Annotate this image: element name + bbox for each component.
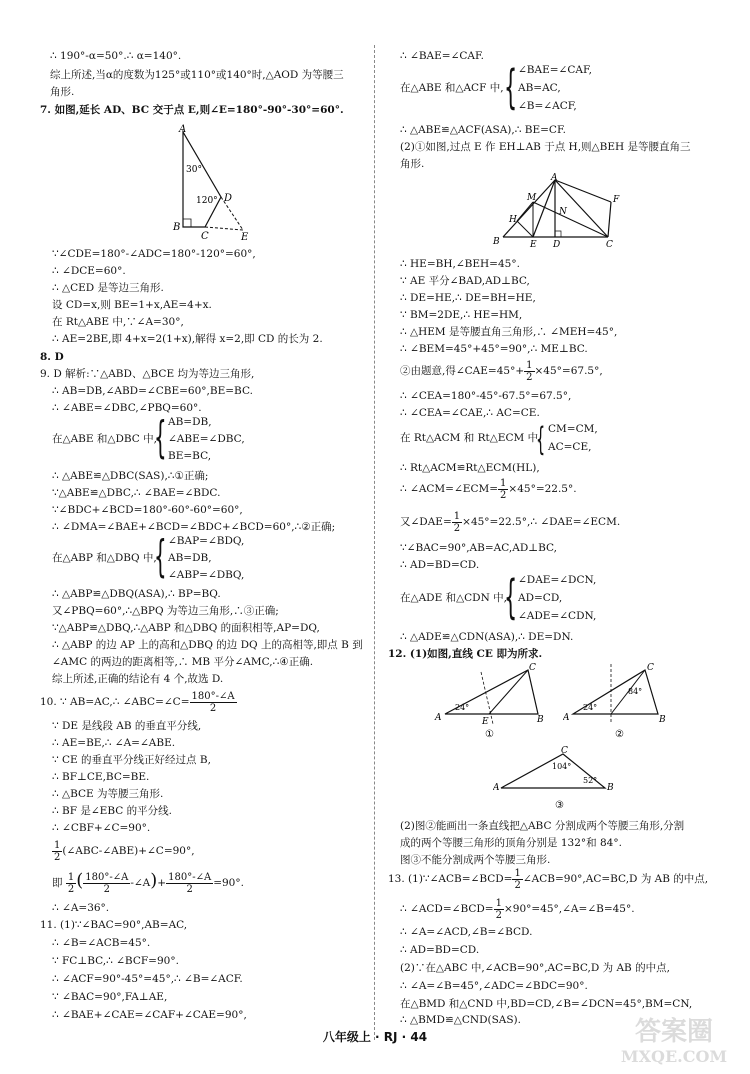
fraction [83,872,130,895]
text-line: ∴ HE=BH,∠BEH=45°. [400,258,520,270]
text-span: ×45°=22.5°,∴ ∠DAE=∠ECM. [462,516,621,528]
text-line: ∴ △BMD≌△CND(SAS). [400,1014,521,1026]
problem-8: 8. D [40,351,64,363]
label-e: E [241,232,249,242]
text-line: 角形. [400,158,425,170]
fraction [66,872,76,895]
fraction-den: 2 [54,851,61,863]
fraction-num: 1 [514,867,521,879]
label-a: A [563,713,570,723]
right-column [378,0,750,1074]
fraction-den: 2 [209,702,217,714]
label-d: D [224,193,233,204]
system-line: AB=AC, [518,82,561,94]
text-line: 设 CD=x,则 BE=1+x,AE=4+x. [52,299,212,311]
angle-120: 120° [196,196,218,206]
system-line: AB=DB, [168,552,212,564]
paren-close: ) [150,870,158,891]
system-lead: 在 Rt△ACM 和 Rt△ECM 中, [400,432,542,444]
fraction-num: 180°-∠A [191,690,235,702]
right-angle-mark [183,219,191,227]
text-line: 成的两个等腰三角形的顶角分别是 132°和 84°. [400,837,622,849]
watermark-line1: 答案圈 [634,1017,714,1047]
text-line: ∵ FC⊥BC,∴ ∠BCF=90°. [52,955,179,967]
column-divider [374,45,375,1040]
text-line: ∴ AE=2BE,即 4+x=2(1+x),解得 x=2,即 CD 的长为 2. [52,333,323,345]
text-line: 角形. [50,86,75,98]
text-line: 在 Rt△ABE 中,∵∠A=30°, [52,316,184,328]
system-line: CM=CM, [548,423,598,435]
text-line: ∴ △ABP≌△DBQ(ASA),∴ BP=BQ. [52,588,221,600]
text-line: ∴ ∠ACF=90°-45°=45°,∴ ∠B=∠ACF. [52,973,243,985]
equation-system-2 [52,531,352,583]
quadrilateral-abcd [183,132,221,227]
figure-12-1 [433,662,548,740]
angle-label: 24° [455,703,470,712]
text-line: ∴ △CED 是等边三角形. [52,282,164,294]
equation-line [400,509,620,535]
text-line: ∴ △BCE 为等腰三角形. [52,788,164,800]
label-e: E [530,240,537,250]
text-line: ∴ ∠CEA=180°-45°-67.5°=67.5°, [400,390,572,402]
figure-number: ② [615,729,624,740]
equation-system-4 [400,420,740,458]
text-span: ×90°=45°,∠A=∠B=45°. [503,903,635,915]
equation-system-1 [52,412,352,464]
left-column [0,0,372,1074]
text-line: ∵ DE 是线段 AB 的垂直平分线, [52,720,202,732]
fraction-den: 2 [514,879,521,891]
paren-open: ( [76,870,84,891]
text-line: ∵ AE 平分∠BAD,AD⊥BC, [400,275,530,287]
figure-12-2 [563,662,673,740]
fraction-num: 180°-∠A [85,871,129,883]
text-line: ∴ ∠CEA=∠CAE,∴ AC=CE. [400,407,540,419]
text-span: + [157,877,167,889]
text-line: ∴ △HEM 是等腰直角三角形,∴ ∠MEH=45°, [400,326,618,338]
label-c: C [647,663,654,673]
brace: { [504,60,518,114]
text-line: ∴ AD=BD=CD. [400,559,480,571]
text-line: 综上所述,正确的结论有 4 个,故选 D. [52,673,224,685]
fraction [494,898,504,921]
equation-system-3 [400,60,740,114]
text-line: ∴ AD=BD=CD. [400,944,480,956]
label-c: C [201,231,209,242]
text-line: ∠AMC 的两边的距离相等,∴ MB 平分∠AMC,∴④正确. [52,656,314,668]
text-line: ∴ BF 是∠EBC 的平分线. [52,805,172,817]
label-a: A [435,713,442,723]
text-line: 11. (1)∵∠BAC=90°,AB=AC, [40,919,188,931]
brace: { [536,420,546,458]
brace: { [154,531,167,582]
angle-label: 24° [583,703,598,712]
equation-line [52,866,244,898]
fraction-num: 1 [526,359,533,371]
text-line: ∴ △ABP 的边 AP 上的高和△DBQ 的边 DQ 上的高相等,即点 B 到 [52,639,363,651]
text-line: ∴ BF⊥CE,BC=BE. [52,771,150,783]
text-span: ②由题意,得∠CAE=45°+ [400,365,525,377]
system-line: ∠ABP=∠DBQ, [168,569,245,581]
system-line: ∠BAP=∠BDQ, [168,535,245,547]
text-line: ∴ ∠CBF+∠C=90°. [52,822,151,834]
figure-7 [165,122,275,242]
fraction [512,868,522,891]
text-line: ∴ △ABE≌△ACF(ASA),∴ BE=CF. [400,124,566,136]
text-span: 即 [52,877,63,889]
text-line: (2)∵在△ABC 中,∠ACB=90°,AC=BC,D 为 AB 的中点, [400,962,670,974]
text-line: ∵∠BDC+∠BCD=180°-60°-60°=60°, [52,504,243,516]
angle-label: 104° [552,762,572,771]
label-b: B [173,222,181,233]
label-f: F [613,195,620,205]
system-lead: 在△ADE 和△CDN 中, [400,592,507,604]
text-span: (∠ABC-∠ABE)+∠C=90°, [62,845,195,857]
figure-number: ③ [555,800,564,811]
equation-line [52,838,195,864]
equation-system-5 [400,570,740,624]
text-span: ∴ ∠ACM=∠ECM= [400,483,499,495]
brace: { [154,412,167,463]
fraction-den: 2 [495,909,502,921]
text-line: ∴ △ADE≌△CDN(ASA),∴ DE=DN. [400,631,574,643]
text-line: ∴ ∠DMA=∠BAE+∠BCD=∠BDC+∠BCD=60°,∴②正确; [52,521,336,533]
text-line: 又∠PBQ=60°,∴△BPQ 为等边三角形,∴③正确; [52,605,279,617]
label-a: A [179,124,187,135]
text-line: ∵△ABE≌△DBC,∴ ∠BAE=∠BDC. [52,487,221,499]
label-e: E [482,717,489,727]
label-b: B [493,237,500,247]
text-line: ∴ DE=HE,∴ DE=BH=HE, [400,292,536,304]
text-line: ∴ ∠BAE=∠CAF. [400,50,484,62]
label-c: C [529,663,536,673]
text-line: 在△BMD 和△CND 中,BD=CD,∠B=∠DCN=45°,BM=CN, [400,998,693,1010]
watermark-line2: MXQE.COM [620,1047,728,1066]
equation-line [400,896,635,922]
label-h: H [509,215,517,225]
text-span: 又∠DAE= [400,516,452,528]
fraction-den: 2 [526,371,533,383]
system-lead: 在△ABE 和△ACF 中, [400,82,504,94]
fraction-num: 1 [495,897,502,909]
figure-number: ① [485,729,494,740]
text-line: ∴ ∠DCE=60°. [52,265,126,277]
fraction-num: 1 [453,510,461,522]
equation-line [400,358,603,384]
dashed-ce [205,227,243,230]
text-line: ∴ AB=DB,∠ABD=∠CBE=60°,BE=BC. [52,385,253,397]
system-line: ∠DAE=∠DCN, [518,574,597,586]
fraction-num: 1 [500,477,507,489]
brace: { [504,570,518,624]
text-span: 10. ∵ AB=AC,∴ ∠ABC=∠C= [40,696,190,708]
system-line: AD=CD, [518,592,563,604]
fraction-den: 2 [186,883,193,895]
system-line: AC=CE, [548,441,592,453]
fraction [190,691,237,714]
text-line: ∵△ABP≌△DBQ,∴△ABP 和△DBQ 的面积相等,AP=DQ, [52,622,320,634]
fraction [166,872,213,895]
label-b: B [537,715,544,725]
label-b: B [659,715,666,725]
system-line: ∠BAE=∠CAF, [518,64,592,76]
text-line: ∴ △ABE≌△DBC(SAS),∴①正确; [52,470,209,482]
figure-11 [483,172,628,252]
text-span: -∠A [130,877,151,889]
problem-7-heading: 7. 如图,延长 AD、BC 交于点 E,则∠E=180°-90°-30°=60°. [40,104,344,116]
label-c: C [561,746,568,756]
text-line: ∵∠CDE=180°-∠ADC=180°-120°=60°, [52,248,256,260]
system-line: ∠ABE=∠DBC, [168,433,245,445]
angle-label: 52° [583,776,598,785]
fraction [452,511,462,534]
problem-10-heading [40,690,237,714]
system-lead: 在△ABP 和△DBQ 中, [52,552,157,564]
text-line: 9. D 解析:∵△ABD、△BCE 均为等边三角形, [40,368,255,380]
label-a: A [551,173,558,183]
text-line: ∴ ∠BAE+∠CAE=∠CAF+∠CAE=90°, [52,1009,247,1021]
watermark-logo [600,1010,748,1070]
fraction-den: 2 [67,883,75,895]
label-d: D [553,240,561,250]
fraction [498,478,508,501]
fraction [52,840,62,863]
text-line: ∵ CE 的垂直平分线正好经过点 B, [52,754,211,766]
system-lead: 在△ABE 和△DBC 中, [52,433,157,445]
fraction-num: 1 [54,839,61,851]
text-line: ∵ ∠BAC=90°,FA⊥AE, [52,991,168,1003]
label-m: M [527,193,537,203]
text-line: ∴ AE=BE,∴ ∠A=∠ABE. [52,737,176,749]
text-line: ∵ BM=2DE,∴ HE=HM, [400,309,523,321]
text-span: =90°. [213,877,244,889]
text-line: ∴ Rt△ACM≌Rt△ECM(HL), [400,462,540,474]
text-line: 综上所述,当α的度数为125°或110°或140°时,△AOD 为等腰三 [50,69,344,81]
label-n: N [559,207,567,217]
system-line: ∠B=∠ACF, [518,100,577,112]
equation-line [400,476,577,502]
text-span: ×45°=67.5°, [534,365,603,377]
problem-12-heading: 12. (1)如图,直线 CE 即为所求. [388,648,543,660]
text-span: ×45°=22.5°. [508,483,577,495]
equation-line [388,866,708,892]
fraction [524,360,534,383]
fraction-den: 2 [103,883,110,895]
text-line: ∴ ∠BEM=45°+45°=90°,∴ ME⊥BC. [400,343,588,355]
text-span: ∠ACB=90°,AC=BC,D 为 AB 的中点, [522,873,709,885]
text-line: (2)①如图,过点 E 作 EH⊥AB 于点 H,则△BEH 是等腰直角三 [400,141,691,153]
text-line: ∵∠BAC=90°,AB=AC,AD⊥BC, [400,542,558,554]
text-span: 13. (1)∵∠ACB=∠BCD= [388,873,513,885]
figure-12-3 [493,744,623,812]
text-line: ∴ ∠B=∠ACB=45°. [52,937,151,949]
fraction-num: 180°-∠A [168,871,212,883]
angle-30: 30° [186,165,202,175]
text-line: ∴ ∠A=36°. [52,902,110,914]
text-line: 图③不能分割成两个等腰三角形. [400,854,551,866]
label-c: C [606,240,613,250]
fraction-num: 1 [67,871,75,883]
text-span: ∴ ∠ACD=∠BCD= [400,903,494,915]
text-line: ∴ 190°-α=50°.∴ α=140°. [50,50,182,62]
label-b: B [607,783,614,793]
angle-label: 84° [628,687,643,696]
system-line: ∠ADE=∠CDN, [518,610,597,622]
text-line: (2)图②能画出一条直线把△ABC 分割成两个等腰三角形,分割 [400,820,685,832]
label-a: A [493,783,500,793]
system-line: BE=BC, [168,450,212,462]
fraction-den: 2 [500,489,507,501]
page-footer: 八年级上 · RJ · 44 [322,1030,428,1044]
text-line: ∴ ∠A=∠B=45°,∠ADC=∠BDC=90°. [400,980,588,992]
fraction-den: 2 [453,522,461,534]
text-line: ∴ ∠A=∠ACD,∠B=∠BCD. [400,926,533,938]
system-line: AB=DB, [168,416,212,428]
text-line: ∴ ∠ABE=∠DBC,∠PBQ=60°. [52,402,202,414]
